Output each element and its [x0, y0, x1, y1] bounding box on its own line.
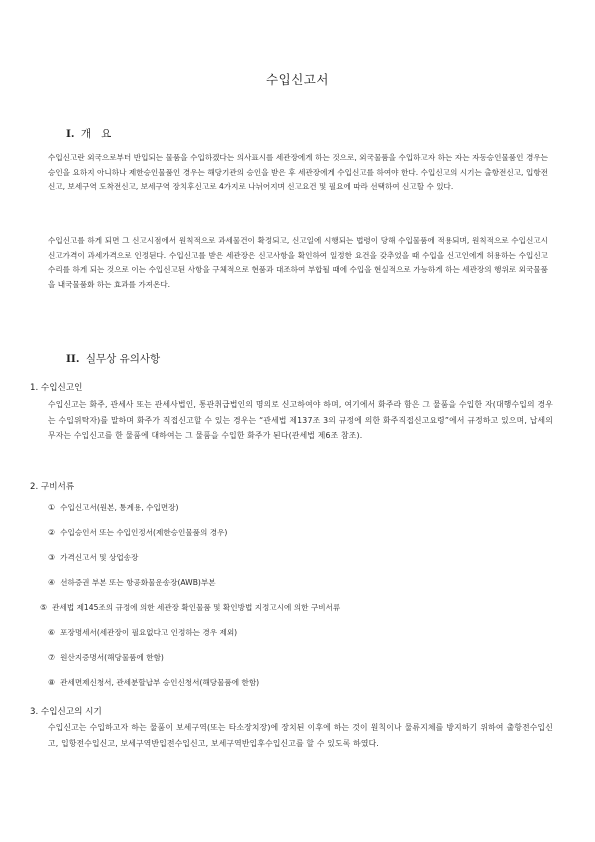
list-number: ② — [48, 528, 56, 537]
list-item-text: 포장명세서(세관장이 필요없다고 인정하는 경우 제외) — [60, 628, 238, 637]
list-item-text: 선하증권 부본 또는 항공화물운송장(AWB)부본 — [60, 578, 216, 587]
list-item — [40, 602, 340, 613]
list-number: ④ — [48, 578, 56, 587]
list-item-text: 관세법 제145조의 규정에 의한 세관장 확인물품 및 확인방법 지정고시에 의한 구비서류 — [52, 603, 341, 612]
list-item — [48, 527, 227, 538]
list-number: ③ — [48, 553, 56, 562]
section-numeral: II. — [66, 353, 80, 365]
list-item-text: 가격신고서 및 상업송장 — [60, 553, 139, 562]
item-heading-declarant: 1. 수입신고인 — [30, 383, 83, 393]
list-item-text: 관세면제신청서, 관세분할납부 승인신청서(해당물품에 한함) — [60, 678, 260, 687]
list-item — [48, 502, 178, 513]
list-item-text: 수입승인서 또는 수입인정서(제한승인물품의 경우) — [60, 528, 228, 537]
item-heading-declaration-timing: 3. 수입신고의 시기 — [30, 707, 102, 717]
list-item — [48, 552, 138, 563]
item-body-declaration-timing: 수입신고는 수입하고자 하는 물품이 보세구역(또는 타소장치장)에 장치된 이후에 하는 것이 원칙이나 물류지체를 방지하기 위하여 출항전수입신고, 입항전수입신고, 보세구역반입전수입신고, 보세구역반입후수입신고를 할 수 있도록 하였다. — [48, 723, 553, 748]
section-numeral: I. — [66, 128, 75, 140]
section-heading-text: 실무상 유의사항 — [85, 353, 161, 365]
list-item-text: 수입신고서(원본, 통계용, 수입면장) — [60, 503, 179, 512]
document-title: 수입신고서 — [266, 72, 329, 87]
list-number: ⑤ — [40, 603, 48, 612]
list-item — [48, 627, 237, 638]
list-item-text: 원산지증명서(해당물품에 한함) — [60, 653, 164, 662]
list-number: ① — [48, 503, 56, 512]
section-heading-overview — [66, 126, 111, 141]
section-heading-practical-notes — [66, 351, 160, 366]
list-number: ⑦ — [48, 653, 56, 662]
list-number: ⑥ — [48, 628, 56, 637]
overview-paragraph: 수입신고란 외국으로부터 반입되는 물품을 수입하겠다는 의사표시를 세관장에게 하는 것으로, 외국물품을 수입하고자 하는 자는 자동승인물품인 경우는 승인을 요하지 아니하나 제한승인물품인 경우는 해당기관의 승인을 받은 후 세관장에게 수입신고를 하여야 한다. 수입신고의 시기는 출항전신고, 입항전신고, 보세구역 도착전신고, 보세구역 장치후신고로 4가지로 나뉘어지며 신고요건 및 필요에 따라 선택하여 신고할 수 있다. — [48, 153, 548, 192]
list-item — [48, 577, 216, 588]
overview-paragraph: 수입신고를 하게 되면 그 신고시점에서 원칙적으로 과세물건이 확정되고, 신고일에 시행되는 법령이 당해 수입물품에 적용되며, 원칙적으로 수입신고시 신고가격이 과세가격으로 인정된다. 수입신고를 받은 세관장은 신고사항을 확인하여 일정한 요건을 갖추었을 때 수입을 신고인에게 허용하는 수입신고수리를 하게 되는 것으로 이는 수입신고된 사항을 구체적으로 현품과 대조하여 부합될 때에 수입을 현실적으로 가능하게 하는 세관장의 행위로 외국물품을 내국물품화 하는 효과를 가져온다. — [48, 236, 548, 289]
item-heading-required-documents: 2. 구비서류 — [30, 482, 75, 492]
list-number: ⑧ — [48, 678, 56, 687]
section-heading-text: 개 요 — [80, 128, 112, 140]
list-item — [48, 652, 164, 663]
list-item — [48, 677, 259, 688]
item-body-declarant: 수입신고는 화주, 관세사 또는 관세사법인, 통관취급법인의 명의로 신고하여야 하며, 여기에서 화주라 함은 그 물품을 수입한 자(대행수입의 경우는 수입위탁자)를 말하며 화주가 직접신고할 수 있는 경우는 “관세법 제137조 3의 규정에 의한 화주직접신고요령”에서 규정하고 있으며, 납세의무자는 수입신고를 한 물품에 대하여는 그 물품을 수입한 화주가 된다(관세법 제6조 참조). — [48, 400, 553, 440]
